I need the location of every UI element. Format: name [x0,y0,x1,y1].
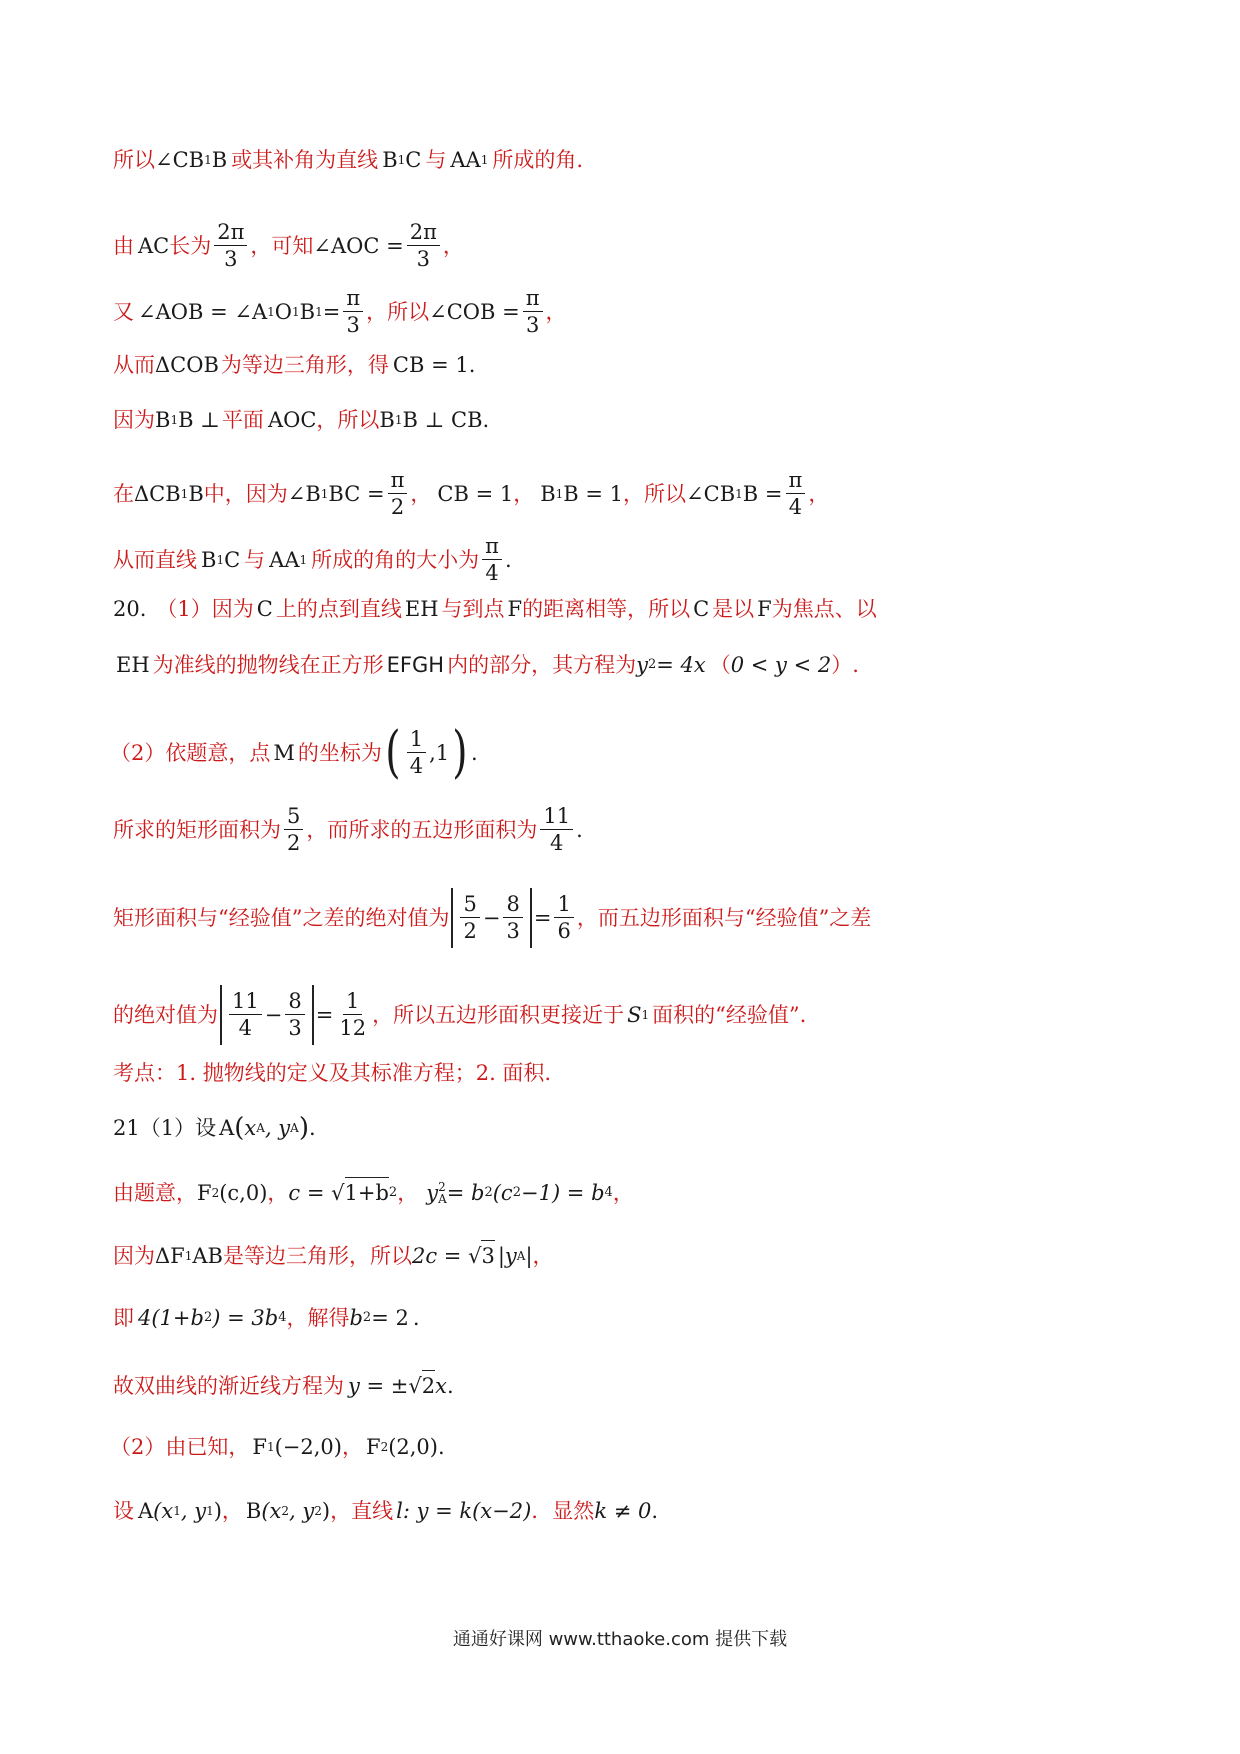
subscript: 1 [397,153,406,167]
denominator: 3 [525,313,540,337]
math: B [155,408,171,432]
math: A [219,1116,235,1140]
denominator: 2 [390,495,405,519]
math: b [349,1306,363,1330]
subscript: 1 [315,305,323,319]
text: （1）因为 [156,597,254,621]
math: . [576,818,583,842]
text: 故双曲线的渐近线方程为 [113,1373,344,1398]
text: 设 [113,1499,134,1523]
text: 中，因为 [203,482,288,506]
fraction [540,806,573,854]
numerator: π [786,470,806,494]
math: 3 [481,1240,494,1271]
denominator: 3 [506,919,520,943]
math: B ⊥ CB [402,408,483,432]
subscript: 1 [320,487,329,501]
subscript: 1 [170,413,179,427]
math: 4(1+b [138,1306,204,1330]
text: ， [221,1499,243,1523]
text: 由题意， [113,1180,197,1205]
text: 矩形面积与“经验值”之差的绝对值为 [113,906,450,930]
text: 是等边三角形，所以 [223,1243,412,1268]
text: 上的点到直线 [275,597,402,621]
math: k ≠ 0 [594,1499,652,1523]
math: . [308,1116,316,1140]
solution-line-2 [113,222,464,270]
solution-line-1 [113,145,583,175]
denominator: 2 [287,831,301,855]
solution-line-5 [113,405,489,435]
math: C [405,148,422,172]
math: . [438,1435,445,1459]
subscript: 1 [266,1440,275,1454]
problem-21-part-1 [113,1113,316,1143]
fraction [786,470,806,518]
superscript: 4 [278,1310,287,1325]
math: . [651,1499,659,1523]
math: | [525,1243,533,1268]
math: |y [497,1243,517,1268]
text: 平面 [221,408,264,432]
math: B [540,482,556,506]
numerator: 5 [284,806,303,830]
subscript: A [516,1248,526,1263]
solution-line-17 [113,1240,554,1271]
text: ．显然 [531,1499,595,1523]
text: ，所以 [623,482,687,506]
math: F [757,597,772,621]
solution-line-4 [113,350,475,380]
subscript: 1 [299,553,308,567]
math: (c,0) [219,1180,268,1205]
math: ∠B [287,482,321,506]
math: ) [213,1499,222,1523]
math: ∠AOB = ∠A [138,300,268,324]
denominator: 4 [788,495,803,519]
math: B [201,548,217,572]
text: 又 [113,300,134,324]
text: ，而五边形面积与“经验值”之差 [576,906,872,930]
math: C [256,597,273,621]
math: (−2,0) [274,1435,342,1459]
solution-line-21 [113,1496,658,1526]
math: F [252,1435,267,1459]
text: ）. [831,653,859,677]
math: BC = [328,482,385,506]
math: 2 [422,1370,435,1401]
problem-20-part-1 [113,594,877,624]
numerator: 2π [214,222,247,246]
math: y [636,653,648,677]
minus-sign: − [482,906,501,930]
math: . [412,1306,420,1330]
problem-number: 20. [113,597,147,621]
text: 因为 [113,1243,155,1268]
math: = 2 [371,1306,409,1330]
numerator: π [388,470,408,494]
solution-line-19 [113,1370,454,1401]
fraction [336,991,369,1039]
math: ∠CB [155,148,205,172]
math: S [627,1003,642,1027]
math: 0 < y < 2 [730,653,832,677]
subscript: 1 [216,553,225,567]
text: ，所以 [366,300,430,324]
math: B [299,300,316,324]
text: 由 [113,234,134,258]
math: x [435,1373,448,1398]
text: 面积的“经验值”. [652,1003,807,1027]
page-footer: 通通好课网 www.tthaoke.com 提供下载 [452,1629,788,1650]
text: 为等边三角形，得 [220,353,389,377]
math: B ⊥ [178,408,220,432]
denominator: 2 [463,919,477,943]
math: . [482,408,490,432]
text: （2）由已知， [110,1435,250,1459]
text: （2）依题意，点 [110,741,271,765]
text: 在 [113,482,134,506]
right-paren: ) [452,720,468,785]
math: , y [180,1499,207,1523]
text: 21（1）设 [113,1116,217,1140]
text: ， [532,1243,554,1268]
math: B [382,148,398,172]
math: . [447,1373,454,1398]
text: 为准线的抛物线在正方形 [152,653,384,677]
text: 与 [425,148,447,172]
math: O [274,300,292,324]
superscript: 2 [203,1310,213,1325]
subscript: 1 [394,413,403,427]
text: 为焦点、以 [771,597,877,621]
text: 所成的角. [492,148,584,172]
math: EH [404,597,439,621]
denominator: 4 [409,754,424,778]
problem-21-part-2 [110,1432,445,1462]
fraction [460,894,479,942]
text: 从而 [113,353,155,377]
math: AB [192,1243,223,1268]
math: ∠COB = [429,300,520,324]
fraction [343,288,363,336]
text: 与 [244,548,266,572]
subscript: 1 [735,487,743,501]
fraction [482,536,502,584]
denominator: 4 [485,561,499,585]
math: AC [138,234,170,258]
text: ， [612,1180,634,1205]
subscript: 2 [380,1440,389,1454]
solution-line-6 [113,470,829,518]
math: B [188,482,204,506]
text: （ [709,653,731,677]
text: 所成的角的大小为 [311,548,480,572]
math: ) [321,1499,331,1523]
math: y = ±√ [348,1373,422,1398]
math: . [504,548,512,572]
equals-sign: = [533,906,552,930]
fraction [214,222,247,270]
text: ， [397,1180,419,1205]
solution-line-12 [113,888,871,948]
denominator: 3 [346,313,360,337]
numerator: 5 [460,894,479,918]
subscript: 2 [281,1504,290,1518]
numerator: 1 [554,894,573,918]
solution-line-18 [113,1303,420,1333]
fraction [388,470,408,518]
math: ) [298,1113,309,1143]
text: 的距离相等，所以 [522,597,691,621]
text: ，而所求的五边形面积为 [306,818,538,842]
subscript: 1 [204,153,212,167]
text: ， [513,482,535,506]
math: F [365,1435,381,1459]
math: ΔCB [134,482,181,506]
text: ， [410,482,432,506]
denominator: 4 [550,831,564,855]
absolute-value [451,888,531,948]
solution-line-7 [113,536,512,584]
math: ( [234,1113,245,1143]
math: C [693,597,710,621]
math: B [211,148,228,172]
text: 与到点 [441,597,505,621]
subscript: 1 [480,153,489,167]
math: −1) = b [520,1180,605,1205]
math: x [244,1116,257,1140]
subscript: 1 [291,305,300,319]
math: (x [261,1499,282,1523]
fraction [407,729,426,777]
math: CB = 1 [392,353,469,377]
math: 1+b [345,1177,389,1208]
text: 或其补角为直线 [231,148,379,172]
subscript: 2 [211,1185,220,1200]
math: y [426,1180,439,1205]
denominator: 3 [224,247,238,271]
subscript: A [256,1121,265,1135]
numerator: 2π [407,222,440,246]
math: B [379,408,395,432]
math: CB = 1 [437,482,514,506]
text: ， [267,1180,289,1205]
text: ，可知 [250,234,314,258]
denominator: 3 [416,247,430,271]
text: ，直线 [330,1499,394,1523]
math: (2,0) [388,1435,438,1459]
absolute-value [220,985,314,1045]
text: ，所以 [316,408,380,432]
fraction [503,894,522,942]
math: AOC [267,408,317,432]
math: EH [116,653,150,677]
fraction [554,894,573,942]
math: ,1 [429,741,450,765]
math: = [322,300,341,324]
fraction [407,222,440,270]
subscript: A [290,1121,299,1135]
superscript: 2 [647,657,657,672]
subscript: 1 [173,1504,181,1518]
numerator: 11 [540,806,573,830]
math: AA [269,548,300,572]
fraction [284,806,303,854]
text: 因为 [113,408,155,432]
math: B = [742,482,783,506]
math: c = √ [288,1180,345,1205]
math: AA [450,148,481,172]
left-paren: ( [385,720,401,785]
math: F [197,1180,212,1205]
text: 所以 [113,148,155,172]
subscript: 1 [555,487,564,501]
text: 长为 [169,234,212,258]
math: : y = k(x−2) [402,1499,532,1523]
subscript: 1 [206,1504,214,1518]
numerator: 1 [343,991,362,1015]
superscript: 2 [484,1184,493,1200]
numerator: 1 [407,729,426,753]
math: = b [446,1180,485,1205]
math: , y [264,1116,291,1140]
text: 的绝对值为 [113,1003,218,1027]
text: ， [545,300,567,324]
problem-20-part-1-cont [116,650,859,680]
numerator: 8 [285,991,304,1015]
math: B [245,1499,262,1523]
fraction [523,288,543,336]
text: ， [442,234,464,258]
text: ，解得 [286,1306,350,1330]
text: 的坐标为 [297,741,382,765]
numerator: 11 [229,991,262,1015]
subscript: 1 [180,487,189,501]
numerator: π [482,536,502,560]
math: ∠CB [686,482,736,506]
problem-20-part-2 [110,720,478,785]
denominator: 12 [339,1016,367,1040]
numerator: 8 [503,894,522,918]
numerator: π [343,288,363,312]
solution-line-3 [113,288,567,336]
math: M [273,741,295,765]
denominator: 3 [288,1016,302,1040]
math: l [396,1499,403,1523]
math: = 4x [656,653,706,677]
text: 考点：1. 抛物线的定义及其标准方程；2. 面积. [113,1061,552,1085]
sup-sub [438,1181,447,1205]
key-points [113,1058,551,1088]
math: , y [289,1499,315,1523]
fraction [229,991,262,1039]
math: ) = 3b [212,1306,279,1330]
math: EFGH [386,653,445,677]
fraction [285,991,304,1039]
text: 是以 [712,597,755,621]
math: ∠AOC = [313,234,404,258]
text: 内的部分，其方程为 [447,653,637,677]
text: ， [341,1435,363,1459]
math: 2c = √ [412,1243,482,1268]
subscript: A [438,1191,447,1206]
math: (x [153,1499,174,1523]
numerator: π [523,288,543,312]
math: . [471,741,478,765]
denominator: 4 [238,1016,253,1040]
subscript: 2 [314,1504,322,1518]
math: B = 1 [563,482,624,506]
equals-sign: = [315,1003,334,1027]
solution-line-13 [113,985,806,1045]
denominator: 6 [557,919,571,943]
superscript: 4 [604,1184,613,1200]
text: 所求的矩形面积为 [113,818,281,842]
solution-line-16 [113,1177,634,1208]
subscript: 1 [641,1008,650,1022]
math: . [468,353,476,377]
math: F [507,597,523,621]
math: (c [492,1180,513,1205]
solution-line-11 [113,806,583,854]
math: ΔCOB [155,353,219,377]
superscript: 2 [438,1179,446,1194]
minus-sign: − [264,1003,283,1027]
superscript: 2 [388,1184,398,1200]
math: A [138,1499,154,1523]
text: ， [808,482,830,506]
superscript: 2 [512,1184,521,1200]
text: 即 [113,1306,134,1330]
subscript: 1 [267,305,275,319]
text: 从而直线 [113,548,197,572]
math: ΔF [155,1243,185,1268]
superscript: 2 [362,1310,372,1325]
text: ，所以五边形面积更接近于 [372,1003,625,1027]
math: C [224,548,241,572]
subscript: 1 [184,1248,193,1263]
